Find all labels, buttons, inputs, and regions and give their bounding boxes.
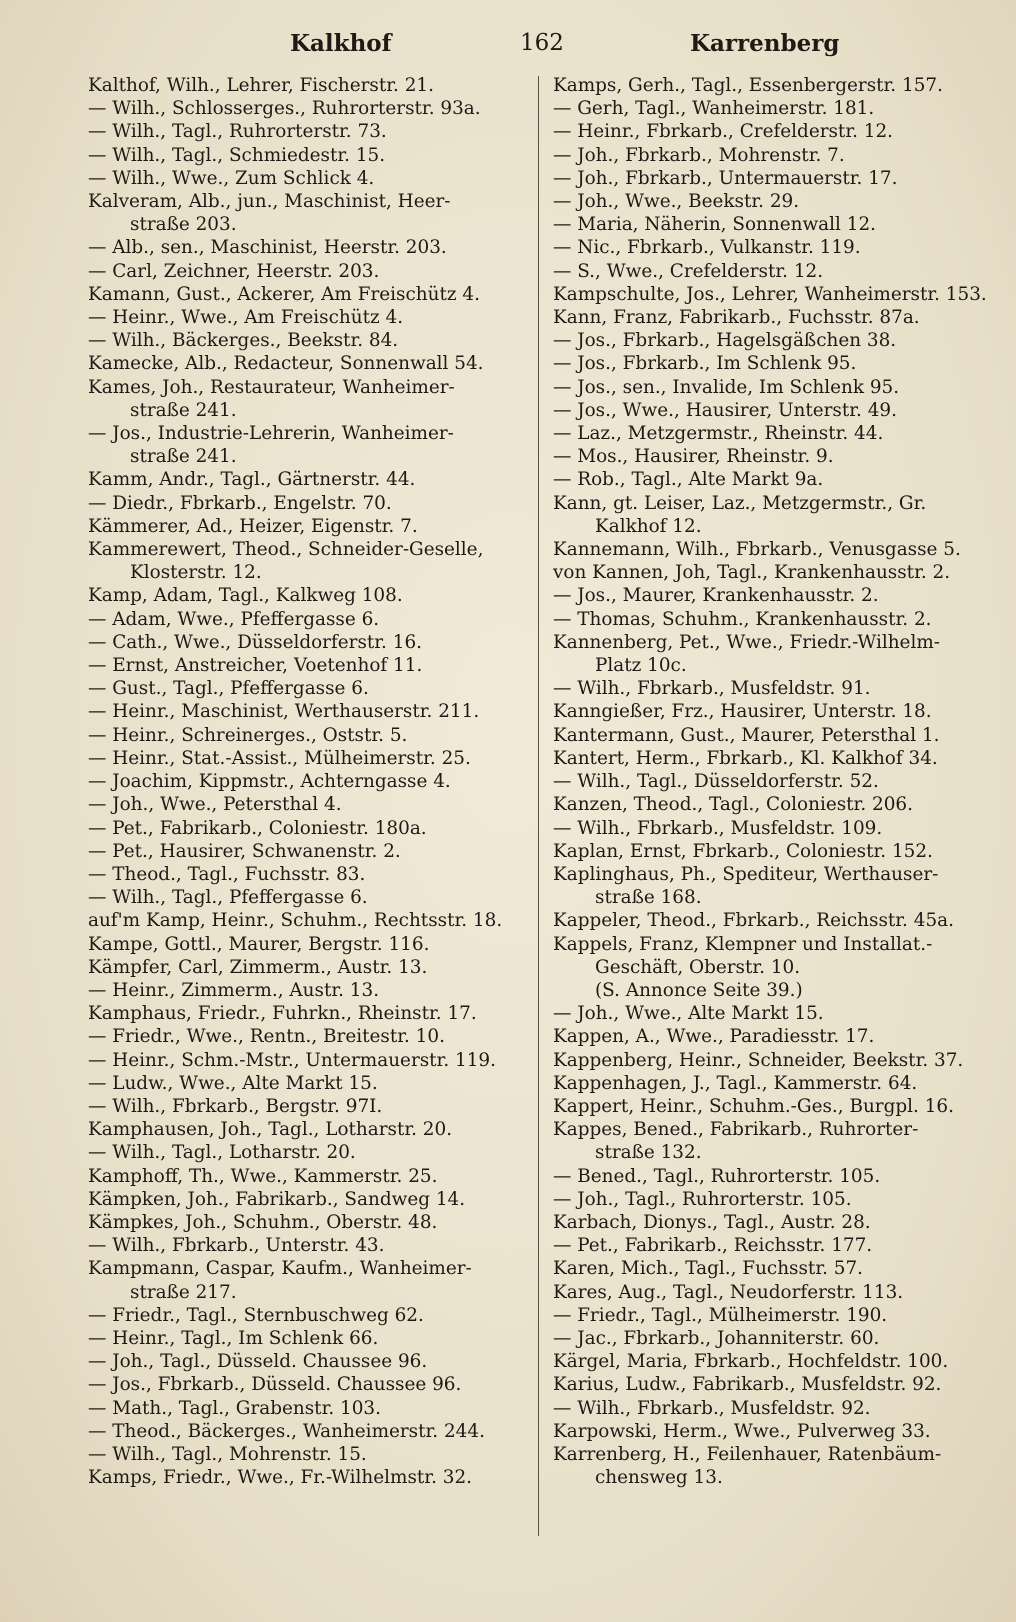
directory-entry: — Thomas, Schuhm., Krankenhausstr. 2.	[553, 608, 932, 630]
directory-entry: Kann, gt. Leiser, Laz., Metzgermstr., Gr.	[553, 492, 927, 514]
directory-entry: Kanngießer, Frz., Hausirer, Unterstr. 18.	[553, 701, 932, 723]
directory-entry: Kampmann, Caspar, Kaufm., Wanheimer-	[88, 1258, 472, 1280]
directory-entry: Kampe, Gottl., Maurer, Bergstr. 116.	[88, 933, 430, 955]
directory-entry: — Adam, Wwe., Pfeffergasse 6.	[88, 608, 380, 630]
directory-entry: — Math., Tagl., Grabenstr. 103.	[88, 1397, 381, 1419]
header-right-keyword: Karrenberg	[690, 30, 840, 57]
directory-entry: — Joh., Fbrkarb., Mohrenstr. 7.	[553, 144, 845, 166]
directory-entry: — Nic., Fbrkarb., Vulkanstr. 119.	[553, 237, 861, 259]
directory-entry: Kämpken, Joh., Fabrikarb., Sandweg 14.	[88, 1188, 466, 1210]
directory-entry-continuation: straße 241.	[130, 446, 237, 468]
directory-entry: — Theod., Bäckerges., Wanheimerstr. 244.	[88, 1420, 485, 1442]
directory-entry: Kares, Aug., Tagl., Neudorferstr. 113.	[553, 1281, 904, 1303]
directory-entry: Kalthof, Wilh., Lehrer, Fischerstr. 21.	[88, 75, 434, 96]
directory-entry: — Jos., Fbrkarb., Im Schlenk 95.	[553, 353, 857, 375]
right-column	[553, 74, 993, 1489]
directory-entry: Karpowski, Herm., Wwe., Pulverweg 33.	[553, 1420, 931, 1442]
directory-entry: — Jos., sen., Invalide, Im Schlenk 95.	[553, 376, 900, 398]
directory-entry: — Heinr., Schreinerges., Oststr. 5.	[88, 724, 408, 746]
directory-entry: — Wilh., Fbrkarb., Bergstr. 97I.	[88, 1095, 383, 1117]
directory-entry: — S., Wwe., Crefelderstr. 12.	[553, 260, 824, 282]
directory-entry: Kappels, Franz, Klempner und Installat.-	[553, 933, 933, 955]
directory-entry: — Gust., Tagl., Pfeffergasse 6.	[88, 678, 369, 700]
directory-entry: — Rob., Tagl., Alte Markt 9a.	[553, 469, 824, 491]
directory-entry-continuation: straße 241.	[130, 399, 237, 421]
directory-entry: — Pet., Fabrikarb., Reichsstr. 177.	[553, 1235, 873, 1257]
directory-entry: — Joh., Tagl., Ruhrorterstr. 105.	[553, 1188, 852, 1210]
directory-entry: Kamm, Andr., Tagl., Gärtnerstr. 44.	[88, 469, 416, 491]
directory-entry: Kamps, Gerh., Tagl., Essenbergerstr. 157.	[553, 75, 943, 96]
directory-entry: Karius, Ludw., Fabrikarb., Musfeldstr. 92.	[553, 1374, 942, 1396]
directory-entry: — Heinr., Wwe., Am Freischütz 4.	[88, 307, 404, 329]
directory-entry: Kannemann, Wilh., Fbrkarb., Venusgasse 5.	[553, 539, 961, 561]
directory-entry-continuation: chensweg 13.	[595, 1467, 723, 1489]
directory-entry: — Maria, Näherin, Sonnenwall 12.	[553, 214, 877, 236]
directory-entry: — Bened., Tagl., Ruhrorterstr. 105.	[553, 1165, 881, 1187]
directory-entry: — Pet., Fabrikarb., Coloniestr. 180a.	[88, 817, 427, 839]
directory-entry: Kamp, Adam, Tagl., Kalkweg 108.	[88, 585, 403, 607]
directory-entry-continuation: straße 132.	[595, 1142, 702, 1164]
directory-entry: — Wilh., Tagl., Schmiedestr. 15.	[88, 144, 386, 166]
directory-entry: — Joh., Wwe., Petersthal 4.	[88, 794, 342, 816]
page-header	[80, 30, 976, 64]
directory-entry: — Heinr., Stat.-Assist., Mülheimerstr. 25.	[88, 747, 471, 769]
directory-entry: Kärgel, Maria, Fbrkarb., Hochfeldstr. 100.	[553, 1351, 949, 1373]
directory-entry: Kantermann, Gust., Maurer, Petersthal 1.	[553, 724, 940, 746]
directory-entry: — Ernst, Anstreicher, Voetenhof 11.	[88, 655, 423, 677]
column-divider	[538, 76, 539, 1536]
directory-entry: — Friedr., Wwe., Rentn., Breitestr. 10.	[88, 1026, 445, 1048]
directory-entry-continuation: Geschäft, Oberstr. 10.	[595, 956, 801, 978]
directory-entry: — Gerh, Tagl., Wanheimerstr. 181.	[553, 98, 875, 120]
directory-entry: — Wilh., Fbrkarb., Unterstr. 43.	[88, 1235, 385, 1257]
directory-entry: Kappen, A., Wwe., Paradiesstr. 17.	[553, 1026, 875, 1048]
directory-entry: Kampschulte, Jos., Lehrer, Wanheimerstr. 153.	[553, 283, 987, 305]
directory-entry: Kaplinghaus, Ph., Spediteur, Werthauser-	[553, 863, 939, 885]
directory-entry: — Joh., Wwe., Beekstr. 29.	[553, 191, 800, 213]
directory-entry: Kappenhagen, J., Tagl., Kammerstr. 64.	[553, 1072, 918, 1094]
directory-entry: — Laz., Metzgermstr., Rheinstr. 44.	[553, 423, 884, 445]
directory-entry: Kann, Franz, Fabrikarb., Fuchsstr. 87a.	[553, 307, 920, 329]
directory-entry: — Friedr., Tagl., Sternbuschweg 62.	[88, 1304, 424, 1326]
directory-entry-continuation: (S. Annonce Seite 39.)	[595, 979, 803, 1001]
directory-entry: Kammerewert, Theod., Schneider-Geselle,	[88, 539, 484, 561]
directory-entry: Kamps, Friedr., Wwe., Fr.-Wilhelmstr. 32.	[88, 1467, 473, 1489]
directory-entry: — Joh., Wwe., Alte Markt 15.	[553, 1003, 824, 1025]
directory-entry: — Diedr., Fbrkarb., Engelstr. 70.	[88, 492, 392, 514]
directory-entry: — Heinr., Zimmerm., Austr. 13.	[88, 979, 380, 1001]
directory-entry: — Joh., Fbrkarb., Untermauerstr. 17.	[553, 167, 898, 189]
header-left-keyword: Kalkhof	[290, 30, 392, 57]
directory-entry: — Friedr., Tagl., Mülheimerstr. 190.	[553, 1304, 888, 1326]
directory-entry: Kames, Joh., Restaurateur, Wanheimer-	[88, 376, 455, 398]
directory-entry: — Joh., Tagl., Düsseld. Chaussee 96.	[88, 1351, 428, 1373]
directory-entry: Karbach, Dionys., Tagl., Austr. 28.	[553, 1211, 871, 1233]
directory-entry: — Theod., Tagl., Fuchsstr. 83.	[88, 863, 366, 885]
directory-entry-continuation: Platz 10c.	[595, 655, 687, 677]
directory-entry: — Jos., Fbrkarb., Hagelsgäßchen 38.	[553, 330, 897, 352]
directory-entry: — Mos., Hausirer, Rheinstr. 9.	[553, 446, 834, 468]
directory-entry-continuation: straße 203.	[130, 214, 237, 236]
directory-entry: — Cath., Wwe., Düsseldorferstr. 16.	[88, 631, 422, 653]
directory-entry: — Jos., Wwe., Hausirer, Unterstr. 49.	[553, 399, 897, 421]
directory-entry: — Wilh., Schlosserges., Ruhrorterstr. 93a.	[88, 98, 481, 120]
directory-entry: auf'm Kamp, Heinr., Schuhm., Rechtsstr. 18.	[88, 910, 503, 932]
directory-entry: — Wilh., Tagl., Ruhrorterstr. 73.	[88, 121, 387, 143]
directory-entry: — Wilh., Tagl., Pfeffergasse 6.	[88, 887, 368, 909]
directory-entry: Kappenberg, Heinr., Schneider, Beekstr. 37.	[553, 1049, 964, 1071]
directory-entry: Kämpkes, Joh., Schuhm., Oberstr. 48.	[88, 1211, 438, 1233]
directory-entry: Kappes, Bened., Fabrikarb., Ruhrorter-	[553, 1119, 919, 1141]
directory-entry: — Heinr., Maschinist, Werthauserstr. 211.	[88, 701, 480, 723]
directory-entry: Kappeler, Theod., Fbrkarb., Reichsstr. 45a.	[553, 910, 954, 932]
directory-entry-continuation: Klosterstr. 12.	[130, 562, 262, 584]
directory-entry: — Jos., Industrie-Lehrerin, Wanheimer-	[88, 423, 454, 445]
directory-entry: — Wilh., Fbrkarb., Musfeldstr. 92.	[553, 1397, 871, 1419]
directory-entry: Kantert, Herm., Fbrkarb., Kl. Kalkhof 34.	[553, 747, 938, 769]
directory-entry: — Alb., sen., Maschinist, Heerstr. 203.	[88, 237, 447, 259]
directory-entry: — Jac., Fbrkarb., Johanniterstr. 60.	[553, 1327, 880, 1349]
directory-entry: Karrenberg, H., Feilenhauer, Ratenbäum-	[553, 1443, 942, 1465]
directory-entry: — Wilh., Bäckerges., Beekstr. 84.	[88, 330, 399, 352]
directory-entry: Kalveram, Alb., jun., Maschinist, Heer-	[88, 191, 451, 213]
directory-entry: von Kannen, Joh, Tagl., Krankenhausstr. 2.	[553, 562, 951, 584]
directory-entry-continuation: straße 217.	[130, 1281, 237, 1303]
directory-entry-continuation: straße 168.	[595, 887, 702, 909]
directory-entry: — Heinr., Schm.-Mstr., Untermauerstr. 119.	[88, 1049, 496, 1071]
directory-entry: Kamecke, Alb., Redacteur, Sonnenwall 54.	[88, 353, 484, 375]
directory-entry: — Ludw., Wwe., Alte Markt 15.	[88, 1072, 378, 1094]
directory-entry: — Heinr., Tagl., Im Schlenk 66.	[88, 1327, 379, 1349]
directory-entry: — Joachim, Kippmstr., Achterngasse 4.	[88, 771, 451, 793]
directory-entry: — Wilh., Fbrkarb., Musfeldstr. 109.	[553, 817, 883, 839]
directory-entry: Karen, Mich., Tagl., Fuchsstr. 57.	[553, 1258, 864, 1280]
directory-entry: — Jos., Maurer, Krankenhausstr. 2.	[553, 585, 879, 607]
directory-entry: — Wilh., Tagl., Düsseldorferstr. 52.	[553, 771, 879, 793]
directory-entry: — Wilh., Wwe., Zum Schlick 4.	[88, 167, 375, 189]
page-number: 162	[520, 30, 564, 56]
directory-entry-continuation: Kalkhof 12.	[595, 515, 702, 537]
directory-entry: — Wilh., Fbrkarb., Musfeldstr. 91.	[553, 678, 871, 700]
directory-entry: — Pet., Hausirer, Schwanenstr. 2.	[88, 840, 401, 862]
directory-entry: — Carl, Zeichner, Heerstr. 203.	[88, 260, 380, 282]
left-column	[88, 74, 528, 1489]
directory-entry: — Wilh., Tagl., Lotharstr. 20.	[88, 1142, 356, 1164]
directory-entry: Kannenberg, Pet., Wwe., Friedr.-Wilhelm-	[553, 631, 940, 653]
directory-entry: — Wilh., Tagl., Mohrenstr. 15.	[88, 1443, 367, 1465]
directory-entry: Kanzen, Theod., Tagl., Coloniestr. 206.	[553, 794, 913, 816]
directory-entry: Kaplan, Ernst, Fbrkarb., Coloniestr. 152.	[553, 840, 933, 862]
directory-entry: Kamphausen, Joh., Tagl., Lotharstr. 20.	[88, 1119, 453, 1141]
directory-entry: Kamphaus, Friedr., Fuhrkn., Rheinstr. 17.	[88, 1003, 477, 1025]
directory-entry: Kämpfer, Carl, Zimmerm., Austr. 13.	[88, 956, 428, 978]
directory-entry: — Heinr., Fbrkarb., Crefelderstr. 12.	[553, 121, 894, 143]
directory-entry: Kamann, Gust., Ackerer, Am Freischütz 4.	[88, 283, 480, 305]
directory-entry: Kappert, Heinr., Schuhm.-Ges., Burgpl. 16.	[553, 1095, 954, 1117]
directory-entry: — Jos., Fbrkarb., Düsseld. Chaussee 96.	[88, 1374, 462, 1396]
directory-entry: Kamphoff, Th., Wwe., Kammerstr. 25.	[88, 1165, 438, 1187]
directory-entry: Kämmerer, Ad., Heizer, Eigenstr. 7.	[88, 515, 418, 537]
